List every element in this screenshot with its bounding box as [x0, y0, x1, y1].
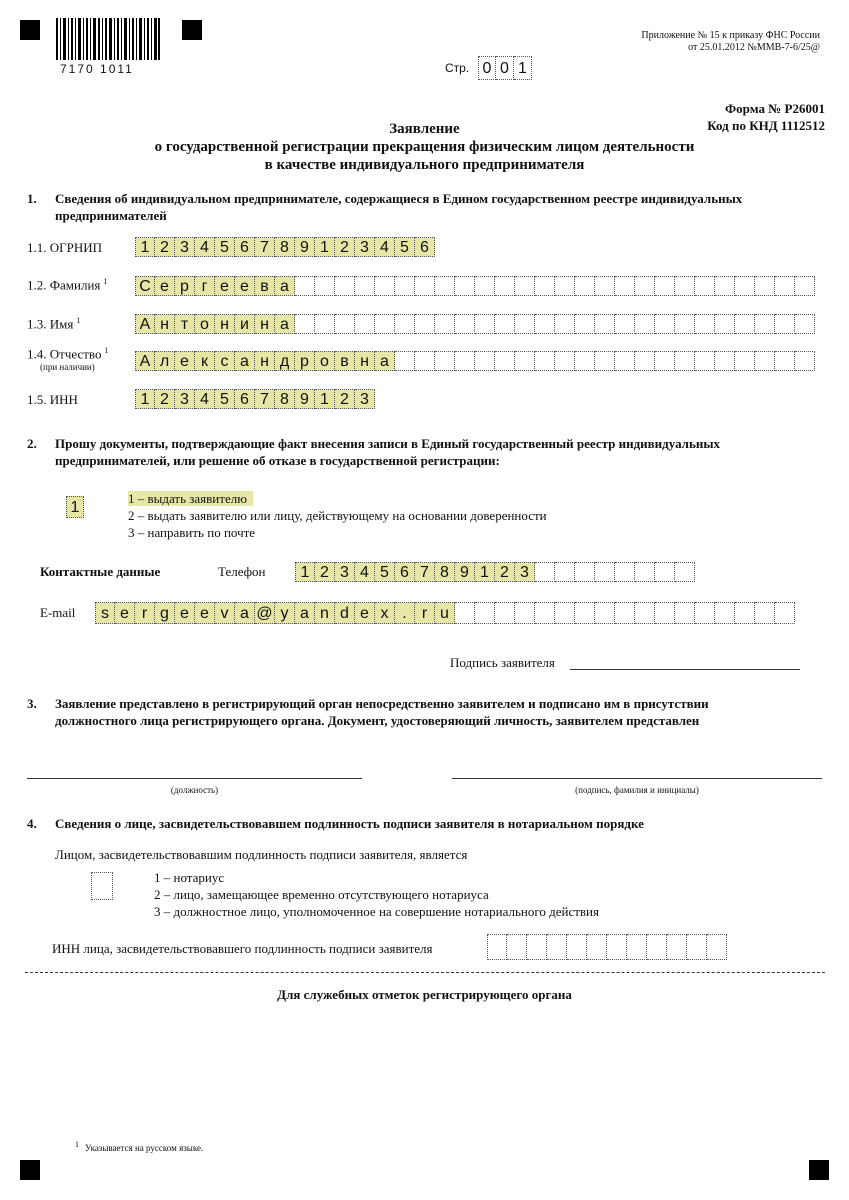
- section-3-number: 3.: [27, 696, 37, 711]
- form-knd: Код по КНД 1112512: [707, 118, 825, 133]
- email-cell[interactable]: a: [295, 602, 315, 624]
- patronymic-cell[interactable]: р: [295, 351, 315, 371]
- patronymic-label-text: 1.4. Отчество: [27, 346, 102, 362]
- section-2-heading: [55, 435, 825, 469]
- inn-cell[interactable]: 8: [275, 389, 295, 409]
- surname-cell[interactable]: г: [195, 276, 215, 296]
- surname-cell[interactable]: [775, 276, 795, 296]
- ogrnip-cell[interactable]: 1: [135, 237, 155, 257]
- surname-label: [27, 277, 107, 293]
- phone-cell[interactable]: [555, 562, 575, 582]
- issue-method-choice[interactable]: [66, 496, 84, 518]
- surname-cell[interactable]: е: [215, 276, 235, 296]
- footnote-text: Указывается на русском языке.: [85, 1143, 204, 1153]
- notary-inn-cell[interactable]: [607, 934, 627, 960]
- ogrnip-cell[interactable]: 1: [315, 237, 335, 257]
- patronymic-cell[interactable]: [735, 351, 755, 371]
- name-field[interactable]: [135, 314, 815, 334]
- section-2-heading-line-1: Прошу документы, подтверждающие факт внесения записи в Единый государственный реестр индивидуальных: [55, 436, 720, 451]
- surname-cell[interactable]: [695, 276, 715, 296]
- inn-cell[interactable]: 1: [315, 389, 335, 409]
- surname-cell[interactable]: [395, 276, 415, 296]
- patronymic-cell[interactable]: [655, 351, 675, 371]
- email-cell[interactable]: [715, 602, 735, 624]
- email-cell[interactable]: d: [335, 602, 355, 624]
- patronymic-cell[interactable]: о: [315, 351, 335, 371]
- patronymic-field[interactable]: [135, 351, 815, 371]
- ogrnip-cell[interactable]: 6: [415, 237, 435, 257]
- name-label-text: 1.3. Имя: [27, 316, 74, 332]
- corner-marker-top-right: [182, 20, 202, 40]
- official-signature-caption: (подпись, фамилия и инициалы): [575, 785, 699, 795]
- position-caption: (должность): [170, 785, 219, 795]
- email-cell[interactable]: @: [255, 602, 275, 624]
- notary-inn-cell[interactable]: [567, 934, 587, 960]
- section-3-heading-line-1: Заявление представлено в регистрирующий орган непосредственно заявителем и подписано им в присутствии: [55, 696, 709, 711]
- name-cell[interactable]: [435, 314, 455, 334]
- surname-cell[interactable]: р: [175, 276, 195, 296]
- name-cell[interactable]: [535, 314, 555, 334]
- name-cell[interactable]: [295, 314, 315, 334]
- surname-cell[interactable]: [555, 276, 575, 296]
- name-cell[interactable]: а: [275, 314, 295, 334]
- phone-label: Телефон: [218, 564, 266, 579]
- phone-cell[interactable]: 6: [395, 562, 415, 582]
- email-label: E-mail: [40, 605, 76, 620]
- page-digit: 0: [478, 56, 496, 80]
- surname-cell[interactable]: [535, 276, 555, 296]
- issue-method-options: [128, 490, 547, 541]
- section-4-heading: Сведения о лице, засвидетельствовавшем подлинность подписи заявителя в нотариальном порядке: [55, 816, 644, 831]
- phone-cell[interactable]: 7: [415, 562, 435, 582]
- surname-cell[interactable]: [795, 276, 815, 296]
- name-cell[interactable]: н: [155, 314, 175, 334]
- name-cell[interactable]: [495, 314, 515, 334]
- surname-cell[interactable]: [455, 276, 475, 296]
- phone-cell[interactable]: 1: [295, 562, 315, 582]
- name-cell[interactable]: [415, 314, 435, 334]
- surname-cell[interactable]: [315, 276, 335, 296]
- surname-cell[interactable]: в: [255, 276, 275, 296]
- notary-inn-cell[interactable]: [687, 934, 707, 960]
- inn-cell[interactable]: 5: [215, 389, 235, 409]
- email-cell[interactable]: r: [135, 602, 155, 624]
- inn-cell[interactable]: 4: [195, 389, 215, 409]
- name-cell[interactable]: т: [175, 314, 195, 334]
- patronymic-cell[interactable]: [395, 351, 415, 371]
- title-line-3: в качестве индивидуального предпринимателя: [264, 157, 585, 173]
- name-cell[interactable]: [575, 314, 595, 334]
- name-cell[interactable]: о: [195, 314, 215, 334]
- email-cell[interactable]: [675, 602, 695, 624]
- surname-cell[interactable]: [355, 276, 375, 296]
- patronymic-cell[interactable]: [795, 351, 815, 371]
- surname-field[interactable]: [135, 276, 815, 296]
- email-cell[interactable]: a: [235, 602, 255, 624]
- corner-marker-bottom-right: [809, 1160, 829, 1180]
- section-3-heading-line-2: должностного лица регистрирующего органа. Документ, удостоверяющий личность, заявителем представлен: [55, 713, 700, 728]
- ogrnip-cell[interactable]: 9: [295, 237, 315, 257]
- patronymic-cell[interactable]: [615, 351, 635, 371]
- corner-marker-top-left: [20, 20, 40, 40]
- phone-cell[interactable]: 3: [335, 562, 355, 582]
- ogrnip-field[interactable]: [135, 237, 435, 257]
- footnote-ref: 1: [103, 277, 108, 286]
- email-cell[interactable]: y: [275, 602, 295, 624]
- page-digit: 1: [514, 56, 532, 80]
- name-cell[interactable]: [635, 314, 655, 334]
- patronymic-cell[interactable]: [595, 351, 615, 371]
- phone-cell[interactable]: [535, 562, 555, 582]
- patronymic-cell[interactable]: [495, 351, 515, 371]
- section-1-heading-line-2: предпринимателей: [55, 208, 167, 223]
- notary-inn-cell[interactable]: [667, 934, 687, 960]
- surname-cell[interactable]: [415, 276, 435, 296]
- section-1-heading: [55, 190, 825, 224]
- notary-inn-cell[interactable]: [647, 934, 667, 960]
- footnote: [75, 1140, 203, 1153]
- notary-type-choice[interactable]: [91, 872, 113, 900]
- patronymic-cell[interactable]: д: [275, 351, 295, 371]
- phone-cell[interactable]: 9: [455, 562, 475, 582]
- notary-inn-cell[interactable]: [547, 934, 567, 960]
- inn-field[interactable]: [135, 389, 375, 409]
- patronymic-cell[interactable]: [575, 351, 595, 371]
- patronymic-note: (при наличии): [40, 362, 95, 372]
- phone-cell[interactable]: 1: [475, 562, 495, 582]
- name-cell[interactable]: [335, 314, 355, 334]
- patronymic-cell[interactable]: [775, 351, 795, 371]
- email-cell[interactable]: [495, 602, 515, 624]
- name-cell[interactable]: [795, 314, 815, 334]
- phone-cell[interactable]: 2: [495, 562, 515, 582]
- email-cell[interactable]: [595, 602, 615, 624]
- inn-cell[interactable]: 7: [255, 389, 275, 409]
- email-cell[interactable]: .: [395, 602, 415, 624]
- ogrnip-cell[interactable]: 3: [175, 237, 195, 257]
- name-cell[interactable]: [315, 314, 335, 334]
- notary-option-3: 3 – должностное лицо, уполномоченное на совершение нотариального действия: [154, 904, 599, 919]
- name-cell[interactable]: [715, 314, 735, 334]
- ogrnip-cell[interactable]: 4: [375, 237, 395, 257]
- contacts-label: Контактные данные: [40, 564, 161, 579]
- footnote-ref: 1: [76, 316, 81, 325]
- inn-cell[interactable]: 1: [135, 389, 155, 409]
- email-field[interactable]: [95, 602, 795, 622]
- surname-cell[interactable]: [515, 276, 535, 296]
- patronymic-cell[interactable]: с: [215, 351, 235, 371]
- patronymic-cell[interactable]: [415, 351, 435, 371]
- name-cell[interactable]: [755, 314, 775, 334]
- name-cell[interactable]: [555, 314, 575, 334]
- notary-inn-label: ИНН лица, засвидетельствовавшего подлинность подписи заявителя: [52, 941, 433, 956]
- surname-cell[interactable]: [635, 276, 655, 296]
- surname-cell[interactable]: [435, 276, 455, 296]
- surname-cell[interactable]: [575, 276, 595, 296]
- appendix-line-1: Приложение № 15 к приказу ФНС России: [641, 30, 820, 41]
- email-cell[interactable]: [455, 602, 475, 624]
- email-cell[interactable]: e: [115, 602, 135, 624]
- ogrnip-cell[interactable]: 8: [275, 237, 295, 257]
- patronymic-cell[interactable]: а: [235, 351, 255, 371]
- ogrnip-cell[interactable]: 5: [215, 237, 235, 257]
- notary-intro: Лицом, засвидетельствовавшим подлинность подписи заявителя, является: [55, 847, 468, 862]
- phone-cell[interactable]: 3: [515, 562, 535, 582]
- issue-option-1: 1 – выдать заявителю: [128, 491, 253, 506]
- section-1-heading-line-1: Сведения об индивидуальном предпринимателе, содержащиеся в Едином государственном реестре индивидуальных: [55, 191, 743, 206]
- surname-cell[interactable]: [475, 276, 495, 296]
- name-cell[interactable]: и: [235, 314, 255, 334]
- email-cell[interactable]: [775, 602, 795, 624]
- name-cell[interactable]: [675, 314, 695, 334]
- issue-method-digit[interactable]: 1: [66, 496, 84, 518]
- appendix-line-2: от 25.01.2012 №ММВ-7-6/25@: [688, 42, 820, 53]
- email-cell[interactable]: v: [215, 602, 235, 624]
- patronymic-cell[interactable]: [695, 351, 715, 371]
- inn-cell[interactable]: 3: [355, 389, 375, 409]
- patronymic-cell[interactable]: [475, 351, 495, 371]
- phone-cell[interactable]: 4: [355, 562, 375, 582]
- patronymic-cell[interactable]: [635, 351, 655, 371]
- surname-cell[interactable]: е: [155, 276, 175, 296]
- surname-cell[interactable]: [335, 276, 355, 296]
- patronymic-cell[interactable]: е: [175, 351, 195, 371]
- email-cell[interactable]: x: [375, 602, 395, 624]
- name-cell[interactable]: [595, 314, 615, 334]
- page-digit: 0: [496, 56, 514, 80]
- email-cell[interactable]: [735, 602, 755, 624]
- notary-option-2: 2 – лицо, замещающее временно отсутствующего нотариуса: [154, 887, 489, 902]
- name-cell[interactable]: [395, 314, 415, 334]
- footnote-number: 1: [75, 1140, 79, 1149]
- notary-inn-field[interactable]: [487, 934, 727, 960]
- phone-field[interactable]: [295, 562, 695, 582]
- email-cell[interactable]: [555, 602, 575, 624]
- patronymic-cell[interactable]: [455, 351, 475, 371]
- notary-type-digit[interactable]: [91, 872, 113, 900]
- email-cell[interactable]: [475, 602, 495, 624]
- ogrnip-cell[interactable]: 3: [355, 237, 375, 257]
- email-cell[interactable]: g: [155, 602, 175, 624]
- corner-marker-bottom-left: [20, 1160, 40, 1180]
- surname-cell[interactable]: [295, 276, 315, 296]
- appendix-note: [620, 30, 820, 54]
- ogrnip-cell[interactable]: 7: [255, 237, 275, 257]
- service-marks-heading: Для служебных отметок регистрирующего органа: [277, 987, 572, 1002]
- name-cell[interactable]: н: [255, 314, 275, 334]
- notary-inn-cell[interactable]: [627, 934, 647, 960]
- email-cell[interactable]: [695, 602, 715, 624]
- surname-cell[interactable]: [595, 276, 615, 296]
- notary-inn-cell[interactable]: [587, 934, 607, 960]
- phone-cell[interactable]: [655, 562, 675, 582]
- ogrnip-cell[interactable]: 6: [235, 237, 255, 257]
- barcode-icon: [56, 18, 160, 60]
- email-cell[interactable]: [755, 602, 775, 624]
- notary-option-1: 1 – нотариус: [154, 870, 225, 885]
- notary-inn-cell[interactable]: [527, 934, 547, 960]
- email-cell[interactable]: e: [195, 602, 215, 624]
- email-cell[interactable]: n: [315, 602, 335, 624]
- divider: [25, 972, 825, 973]
- name-cell[interactable]: [455, 314, 475, 334]
- ogrnip-label: 1.1. ОГРНИП: [27, 240, 103, 255]
- patronymic-cell[interactable]: [555, 351, 575, 371]
- patronymic-label: [27, 346, 108, 362]
- inn-cell[interactable]: 3: [175, 389, 195, 409]
- title-line-2: о государственной регистрации прекращения физическим лицом деятельности: [154, 139, 695, 155]
- section-1-number: 1.: [27, 191, 37, 206]
- ogrnip-cell[interactable]: 2: [335, 237, 355, 257]
- email-cell[interactable]: s: [95, 602, 115, 624]
- inn-cell[interactable]: 2: [155, 389, 175, 409]
- section-2-heading-line-2: предпринимателей, или решение об отказе в государственной регистрации:: [55, 453, 500, 468]
- patronymic-cell[interactable]: а: [375, 351, 395, 371]
- page-title: [0, 120, 849, 174]
- phone-cell[interactable]: 5: [375, 562, 395, 582]
- ogrnip-cell[interactable]: 4: [195, 237, 215, 257]
- surname-cell[interactable]: [675, 276, 695, 296]
- phone-cell[interactable]: [635, 562, 655, 582]
- patronymic-cell[interactable]: н: [355, 351, 375, 371]
- email-cell[interactable]: [635, 602, 655, 624]
- patronymic-cell[interactable]: [515, 351, 535, 371]
- ogrnip-cell[interactable]: 5: [395, 237, 415, 257]
- patronymic-cell[interactable]: [715, 351, 735, 371]
- surname-cell[interactable]: [715, 276, 735, 296]
- official-signature-line[interactable]: [452, 778, 822, 779]
- surname-cell[interactable]: [495, 276, 515, 296]
- patronymic-cell[interactable]: [435, 351, 455, 371]
- surname-cell[interactable]: [655, 276, 675, 296]
- name-cell[interactable]: [355, 314, 375, 334]
- name-cell[interactable]: н: [215, 314, 235, 334]
- name-cell[interactable]: [375, 314, 395, 334]
- surname-cell[interactable]: а: [275, 276, 295, 296]
- email-cell[interactable]: [535, 602, 555, 624]
- inn-label: 1.5. ИНН: [27, 392, 78, 407]
- patronymic-cell[interactable]: [675, 351, 695, 371]
- email-cell[interactable]: u: [435, 602, 455, 624]
- inn-cell[interactable]: 2: [335, 389, 355, 409]
- email-cell[interactable]: [515, 602, 535, 624]
- surname-cell[interactable]: [375, 276, 395, 296]
- email-cell[interactable]: e: [175, 602, 195, 624]
- signature-label: Подпись заявителя: [450, 655, 555, 670]
- section-3-heading: [55, 695, 825, 729]
- patronymic-cell[interactable]: А: [135, 351, 155, 371]
- surname-cell[interactable]: С: [135, 276, 155, 296]
- footnote-ref: 1: [104, 346, 109, 355]
- patronymic-cell[interactable]: в: [335, 351, 355, 371]
- name-cell[interactable]: [515, 314, 535, 334]
- surname-label-text: 1.2. Фамилия: [27, 277, 101, 293]
- patronymic-cell[interactable]: н: [255, 351, 275, 371]
- phone-cell[interactable]: [595, 562, 615, 582]
- form-number: Форма № Р26001: [725, 101, 825, 116]
- section-4-number: 4.: [27, 816, 37, 831]
- surname-cell[interactable]: е: [235, 276, 255, 296]
- name-cell[interactable]: [655, 314, 675, 334]
- name-cell[interactable]: А: [135, 314, 155, 334]
- page-label: Стр.: [445, 61, 470, 75]
- ogrnip-cell[interactable]: 2: [155, 237, 175, 257]
- inn-cell[interactable]: 6: [235, 389, 255, 409]
- title-line-1: Заявление: [389, 121, 460, 137]
- page-number-boxes: [478, 56, 532, 80]
- phone-cell[interactable]: [575, 562, 595, 582]
- patronymic-cell[interactable]: [535, 351, 555, 371]
- notary-inn-cell[interactable]: [487, 934, 507, 960]
- email-cell[interactable]: [615, 602, 635, 624]
- issue-option-3: 3 – направить по почте: [128, 525, 256, 540]
- phone-cell[interactable]: [675, 562, 695, 582]
- inn-cell[interactable]: 9: [295, 389, 315, 409]
- phone-cell[interactable]: [615, 562, 635, 582]
- signature-line[interactable]: [570, 669, 800, 670]
- patronymic-cell[interactable]: к: [195, 351, 215, 371]
- email-cell[interactable]: [575, 602, 595, 624]
- name-cell[interactable]: [615, 314, 635, 334]
- phone-cell[interactable]: 8: [435, 562, 455, 582]
- section-2-number: 2.: [27, 436, 37, 451]
- issue-option-2: 2 – выдать заявителю или лицу, действующему на основании доверенности: [128, 508, 547, 523]
- name-cell[interactable]: [775, 314, 795, 334]
- notary-inn-cell[interactable]: [507, 934, 527, 960]
- position-line[interactable]: [27, 778, 362, 779]
- barcode-number: 7170 1011: [60, 62, 134, 76]
- surname-cell[interactable]: [755, 276, 775, 296]
- email-cell[interactable]: [655, 602, 675, 624]
- patronymic-cell[interactable]: [755, 351, 775, 371]
- surname-cell[interactable]: [735, 276, 755, 296]
- name-cell[interactable]: [475, 314, 495, 334]
- email-cell[interactable]: r: [415, 602, 435, 624]
- notary-options: [154, 869, 599, 920]
- name-cell[interactable]: [695, 314, 715, 334]
- name-cell[interactable]: [735, 314, 755, 334]
- notary-inn-cell[interactable]: [707, 934, 727, 960]
- phone-cell[interactable]: 2: [315, 562, 335, 582]
- surname-cell[interactable]: [615, 276, 635, 296]
- email-cell[interactable]: e: [355, 602, 375, 624]
- patronymic-cell[interactable]: л: [155, 351, 175, 371]
- name-label: [27, 316, 80, 332]
